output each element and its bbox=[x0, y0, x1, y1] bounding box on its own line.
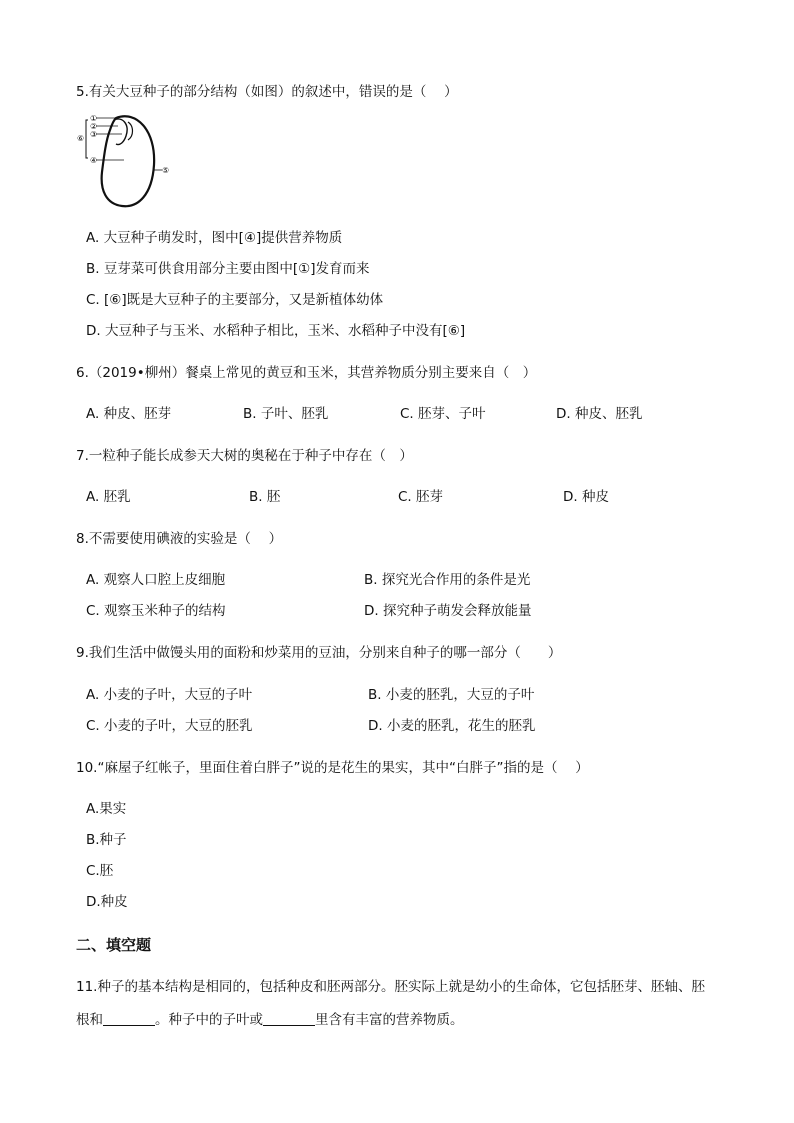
question-7-option-c: C. 胚芽 bbox=[398, 489, 444, 505]
question-6-option-c: C. 胚芽、子叶 bbox=[400, 406, 486, 422]
question-10-option-d: D.种皮 bbox=[86, 894, 128, 910]
question-8-option-c: C. 观察玉米种子的结构 bbox=[86, 603, 226, 619]
question-10-option-c: C.胚 bbox=[86, 863, 114, 879]
question-5-option-c: C. [⑥]既是大豆种子的主要部分，又是新植体幼体 bbox=[86, 292, 384, 308]
question-7-option-a: A. 胚乳 bbox=[86, 489, 131, 505]
question-6-option-d: D. 种皮、胚乳 bbox=[556, 406, 643, 422]
question-7-option-d: D. 种皮 bbox=[563, 489, 609, 505]
question-9-option-c: C. 小麦的子叶，大豆的胚乳 bbox=[86, 718, 253, 734]
question-11-text-b: 。种子中的子叶或 bbox=[155, 1012, 263, 1028]
question-7-stem: 7.一粒种子能长成参天大树的奥秘在于种子中存在（ ） bbox=[76, 448, 413, 464]
soybean-seed-diagram bbox=[76, 110, 176, 212]
question-8-stem: 8.不需要使用碘液的实验是（ ） bbox=[76, 531, 283, 547]
figure-label-3: ③ bbox=[90, 130, 98, 139]
question-11-line-1: 11.种子的基本结构是相同的，包括种皮和胚两部分。胚实际上就是幼小的生命体，它包括胚芽、胚轴、胚 bbox=[76, 979, 705, 995]
answer-blank-1[interactable] bbox=[103, 1011, 155, 1026]
figure-label-1: ① bbox=[90, 114, 98, 123]
question-11-text-a: 根和 bbox=[76, 1012, 103, 1028]
question-5-option-a: A. 大豆种子萌发时，图中[④]提供营养物质 bbox=[86, 230, 343, 246]
question-8-option-a: A. 观察人口腔上皮细胞 bbox=[86, 572, 226, 588]
figure-label-5: ⑤ bbox=[162, 166, 170, 175]
question-6-option-b: B. 子叶、胚乳 bbox=[243, 406, 329, 422]
question-5-option-b: B. 豆芽菜可供食用部分主要由图中[①]发育而来 bbox=[86, 261, 370, 277]
question-11-text-c: 里含有丰富的营养物质。 bbox=[315, 1012, 464, 1028]
question-5-stem: 5.有关大豆种子的部分结构（如图）的叙述中，错误的是（ ） bbox=[76, 84, 458, 100]
question-9-option-d: D. 小麦的胚乳，花生的胚乳 bbox=[368, 718, 536, 734]
question-10-stem: 10.“麻屋子红帐子，里面住着白胖子”说的是花生的果实，其中“白胖子”指的是（ ） bbox=[76, 760, 589, 776]
embryo-radicle bbox=[128, 122, 133, 140]
question-8-option-d: D. 探究种子萌发会释放能量 bbox=[364, 603, 532, 619]
question-8-option-b: B. 探究光合作用的条件是光 bbox=[364, 572, 531, 588]
figure-label-4: ④ bbox=[90, 156, 98, 165]
question-9-stem: 9.我们生活中做馒头用的面粉和炒菜用的豆油，分别来自种子的哪一部分（ ） bbox=[76, 645, 562, 661]
question-5-option-d: D. 大豆种子与玉米、水稻种子相比，玉米、水稻种子中没有[⑥] bbox=[86, 323, 466, 339]
question-9-option-a: A. 小麦的子叶，大豆的子叶 bbox=[86, 687, 253, 703]
question-11-line-2 bbox=[76, 1010, 464, 1030]
label-6-bracket bbox=[86, 120, 88, 158]
figure-label-6: ⑥ bbox=[77, 134, 85, 143]
question-9-option-b: B. 小麦的胚乳，大豆的子叶 bbox=[368, 687, 535, 703]
section-title-fill-in: 二、填空题 bbox=[76, 936, 152, 954]
figure-label-2: ② bbox=[90, 122, 98, 131]
question-10-option-a: A.果实 bbox=[86, 801, 127, 817]
question-7-option-b: B. 胚 bbox=[249, 489, 281, 505]
question-6-stem: 6.（2019•柳州）餐桌上常见的黄豆和玉米，其营养物质分别主要来自（ ） bbox=[76, 365, 537, 381]
question-6-option-a: A. 种皮、胚芽 bbox=[86, 406, 172, 422]
question-10-option-b: B.种子 bbox=[86, 832, 127, 848]
embryo-plumule bbox=[114, 119, 127, 145]
answer-blank-2[interactable] bbox=[263, 1011, 315, 1026]
seed-outline bbox=[102, 116, 155, 206]
